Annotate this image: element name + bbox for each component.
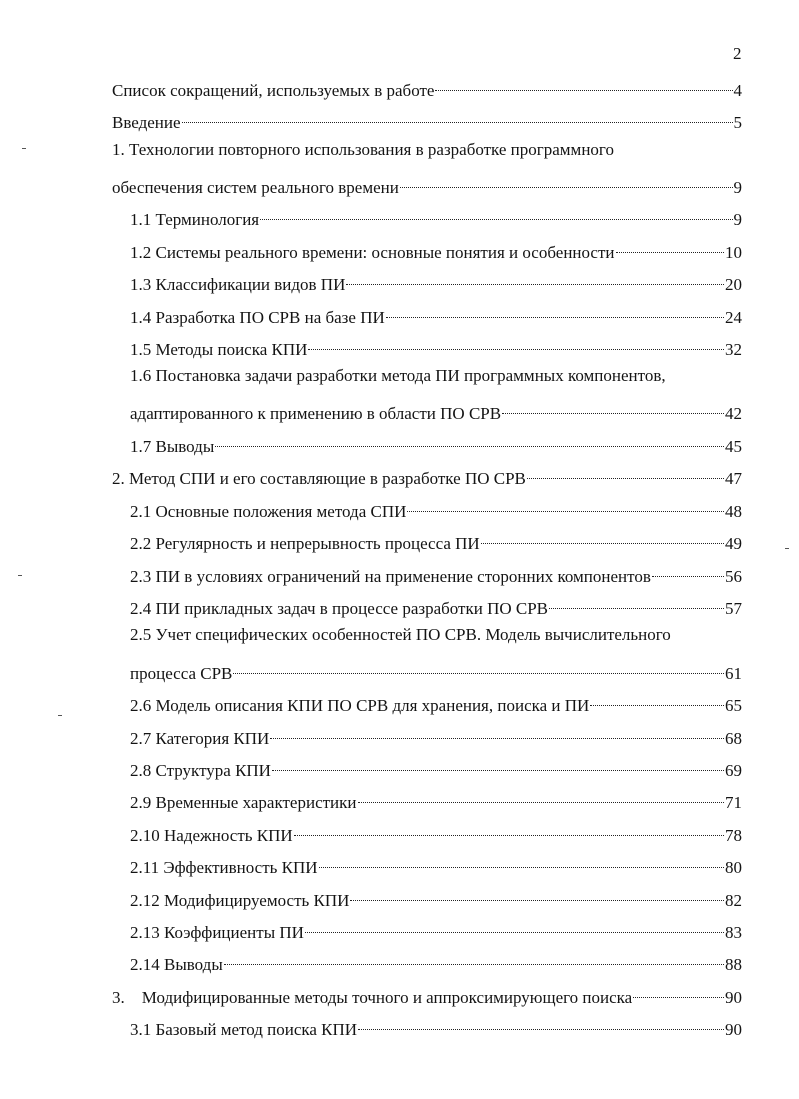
toc-entry-page: 49 bbox=[725, 534, 742, 553]
toc-entry-title: процесса СРВ bbox=[130, 664, 233, 683]
dot-leader bbox=[358, 786, 724, 808]
dot-leader bbox=[319, 851, 724, 873]
toc-entry[interactable] bbox=[130, 948, 742, 976]
toc-entry[interactable] bbox=[130, 592, 742, 620]
toc-entry[interactable] bbox=[130, 236, 742, 264]
dot-leader bbox=[400, 171, 733, 193]
toc-entry-page: 80 bbox=[725, 858, 742, 877]
dot-leader bbox=[224, 948, 724, 970]
toc-entry-page: 90 bbox=[725, 1020, 742, 1039]
toc-entry[interactable] bbox=[130, 657, 742, 685]
dot-leader bbox=[435, 74, 732, 96]
toc-entry[interactable] bbox=[112, 462, 742, 490]
dot-leader bbox=[215, 430, 724, 452]
toc-entry-page: 10 bbox=[725, 243, 742, 262]
toc-entry-title: 2.11 Эффективность КПИ bbox=[130, 858, 318, 877]
dot-leader bbox=[481, 527, 724, 549]
toc-entry-title-line1: 1.6 Постановка задачи разработки метода ПИ программных компонентов, bbox=[130, 366, 666, 385]
toc-entry-title: 2.14 Выводы bbox=[130, 955, 223, 974]
page-number: 2 bbox=[733, 44, 742, 63]
toc-entry-title: Введение bbox=[112, 113, 181, 132]
toc-entry-title: 2.7 Категория КПИ bbox=[130, 729, 270, 748]
dot-leader bbox=[305, 916, 724, 938]
toc-entry-page: 9 bbox=[733, 178, 742, 197]
toc-entry-page: 48 bbox=[725, 502, 742, 521]
toc-entry-title: 1.7 Выводы bbox=[130, 437, 215, 456]
dot-leader bbox=[346, 268, 724, 290]
toc-entry-title: 2. Метод СПИ и его составляющие в разработке ПО СРВ bbox=[112, 469, 526, 488]
toc-entry-title: 2.2 Регулярность и непрерывность процесса ПИ bbox=[130, 534, 480, 553]
toc-entry[interactable] bbox=[130, 430, 742, 458]
toc-entry[interactable] bbox=[130, 203, 742, 231]
dot-leader bbox=[590, 689, 724, 711]
toc-entry-title: 2.4 ПИ прикладных задач в процессе разработки ПО СРВ bbox=[130, 599, 549, 618]
toc-entry[interactable] bbox=[130, 754, 742, 782]
toc-entry-title: 2.13 Коэффициенты ПИ bbox=[130, 923, 304, 942]
toc-entry-title: 2.1 Основные положения метода СПИ bbox=[130, 502, 407, 521]
dot-leader bbox=[182, 106, 733, 128]
toc-entry-title: 2.10 Надежность КПИ bbox=[130, 826, 293, 845]
toc-entry[interactable] bbox=[130, 397, 742, 425]
toc-entry[interactable] bbox=[130, 689, 742, 717]
toc-entry-page: 69 bbox=[725, 761, 742, 780]
toc-entry[interactable] bbox=[130, 884, 742, 912]
toc-entry[interactable] bbox=[130, 786, 742, 814]
toc-entry-page: 82 bbox=[725, 891, 742, 910]
toc-entry-page: 83 bbox=[725, 923, 742, 942]
toc-entry-title: 2.6 Модель описания КПИ ПО СРВ для хранения, поиска и ПИ bbox=[130, 696, 590, 715]
dot-leader bbox=[616, 236, 724, 258]
toc-entry-title: 1.3 Классификации видов ПИ bbox=[130, 275, 346, 294]
toc-entry[interactable] bbox=[130, 851, 742, 879]
toc-entry[interactable] bbox=[130, 722, 742, 750]
dot-leader bbox=[549, 592, 724, 614]
toc-entry-page: 45 bbox=[725, 437, 742, 456]
toc-entry[interactable] bbox=[130, 301, 742, 329]
toc-entry-title: 2.3 ПИ в условиях ограничений на применение сторонних компонентов bbox=[130, 567, 651, 586]
toc-entry-page: 57 bbox=[725, 599, 742, 618]
toc-entry-title: 1.2 Системы реального времени: основные понятия и особенности bbox=[130, 243, 615, 262]
dot-leader bbox=[294, 819, 724, 841]
dot-leader bbox=[652, 560, 724, 582]
toc-entry-title-line1: 2.5 Учет специфических особенностей ПО СРВ. Модель вычислительного bbox=[130, 625, 671, 644]
toc-entry-page: 24 bbox=[725, 308, 742, 327]
toc-entry-page: 65 bbox=[725, 696, 742, 715]
scan-mark bbox=[785, 548, 789, 549]
toc-entry-page: 56 bbox=[725, 567, 742, 586]
toc-entry-title: 1.5 Методы поиска КПИ bbox=[130, 340, 308, 359]
toc-entry-title: 2.8 Структура КПИ bbox=[130, 761, 271, 780]
toc-entry-page: 47 bbox=[725, 469, 742, 488]
dot-leader bbox=[358, 1013, 724, 1035]
toc-entry[interactable] bbox=[112, 106, 742, 134]
toc-entry-title: 2.12 Модифицируемость КПИ bbox=[130, 891, 350, 910]
toc-entry[interactable] bbox=[130, 333, 742, 361]
toc-entry-page: 78 bbox=[725, 826, 742, 845]
toc-entry[interactable] bbox=[130, 527, 742, 555]
dot-leader bbox=[308, 333, 724, 355]
scan-mark bbox=[58, 715, 62, 716]
toc-entry-page: 71 bbox=[725, 793, 742, 812]
toc-entry-page: 32 bbox=[725, 340, 742, 359]
toc-entry-page: 90 bbox=[725, 988, 742, 1007]
dot-leader bbox=[350, 884, 724, 906]
toc-entry-title-line1: 1. Технологии повторного использования в разработке программного bbox=[112, 140, 614, 159]
toc-entry[interactable] bbox=[112, 171, 742, 199]
toc-entry-title: 3. Модифицированные методы точного и аппроксимирующего поиска bbox=[112, 988, 633, 1007]
toc-entry[interactable] bbox=[130, 1013, 742, 1041]
toc-entry-title: 2.9 Временные характеристики bbox=[130, 793, 357, 812]
dot-leader bbox=[386, 301, 724, 323]
toc-entry[interactable] bbox=[112, 981, 742, 1009]
toc-entry[interactable] bbox=[130, 560, 742, 588]
toc-entry-page: 20 bbox=[725, 275, 742, 294]
toc-entry-page: 88 bbox=[725, 955, 742, 974]
dot-leader bbox=[407, 495, 724, 517]
scan-mark bbox=[22, 148, 26, 149]
toc-entry-page: 4 bbox=[733, 81, 742, 100]
toc-entry[interactable] bbox=[130, 819, 742, 847]
toc-entry-page: 61 bbox=[725, 664, 742, 683]
dot-leader bbox=[527, 462, 724, 484]
toc-entry[interactable] bbox=[130, 916, 742, 944]
toc-entry-page: 5 bbox=[733, 113, 742, 132]
toc-entry-title: 1.4 Разработка ПО СРВ на базе ПИ bbox=[130, 308, 385, 327]
toc-entry-title: 3.1 Базовый метод поиска КПИ bbox=[130, 1020, 358, 1039]
dot-leader bbox=[233, 657, 724, 679]
dot-leader bbox=[633, 981, 724, 1003]
toc-entry-title: Список сокращений, используемых в работе bbox=[112, 81, 435, 100]
toc-entry[interactable] bbox=[112, 74, 742, 102]
dot-leader bbox=[502, 397, 724, 419]
toc-entry-title: обеспечения систем реального времени bbox=[112, 178, 399, 197]
dot-leader bbox=[272, 754, 724, 776]
dot-leader bbox=[270, 722, 724, 744]
dot-leader bbox=[260, 203, 732, 225]
toc-entry-page: 42 bbox=[725, 404, 742, 423]
toc-entry-page: 68 bbox=[725, 729, 742, 748]
toc-entry[interactable] bbox=[130, 495, 742, 523]
toc-entry-title: адаптированного к применению в области ПО СРВ bbox=[130, 404, 502, 423]
toc-entry[interactable] bbox=[130, 268, 742, 296]
toc-entry-page: 9 bbox=[733, 210, 742, 229]
scan-mark bbox=[18, 575, 22, 576]
toc-entry-title: 1.1 Терминология bbox=[130, 210, 260, 229]
